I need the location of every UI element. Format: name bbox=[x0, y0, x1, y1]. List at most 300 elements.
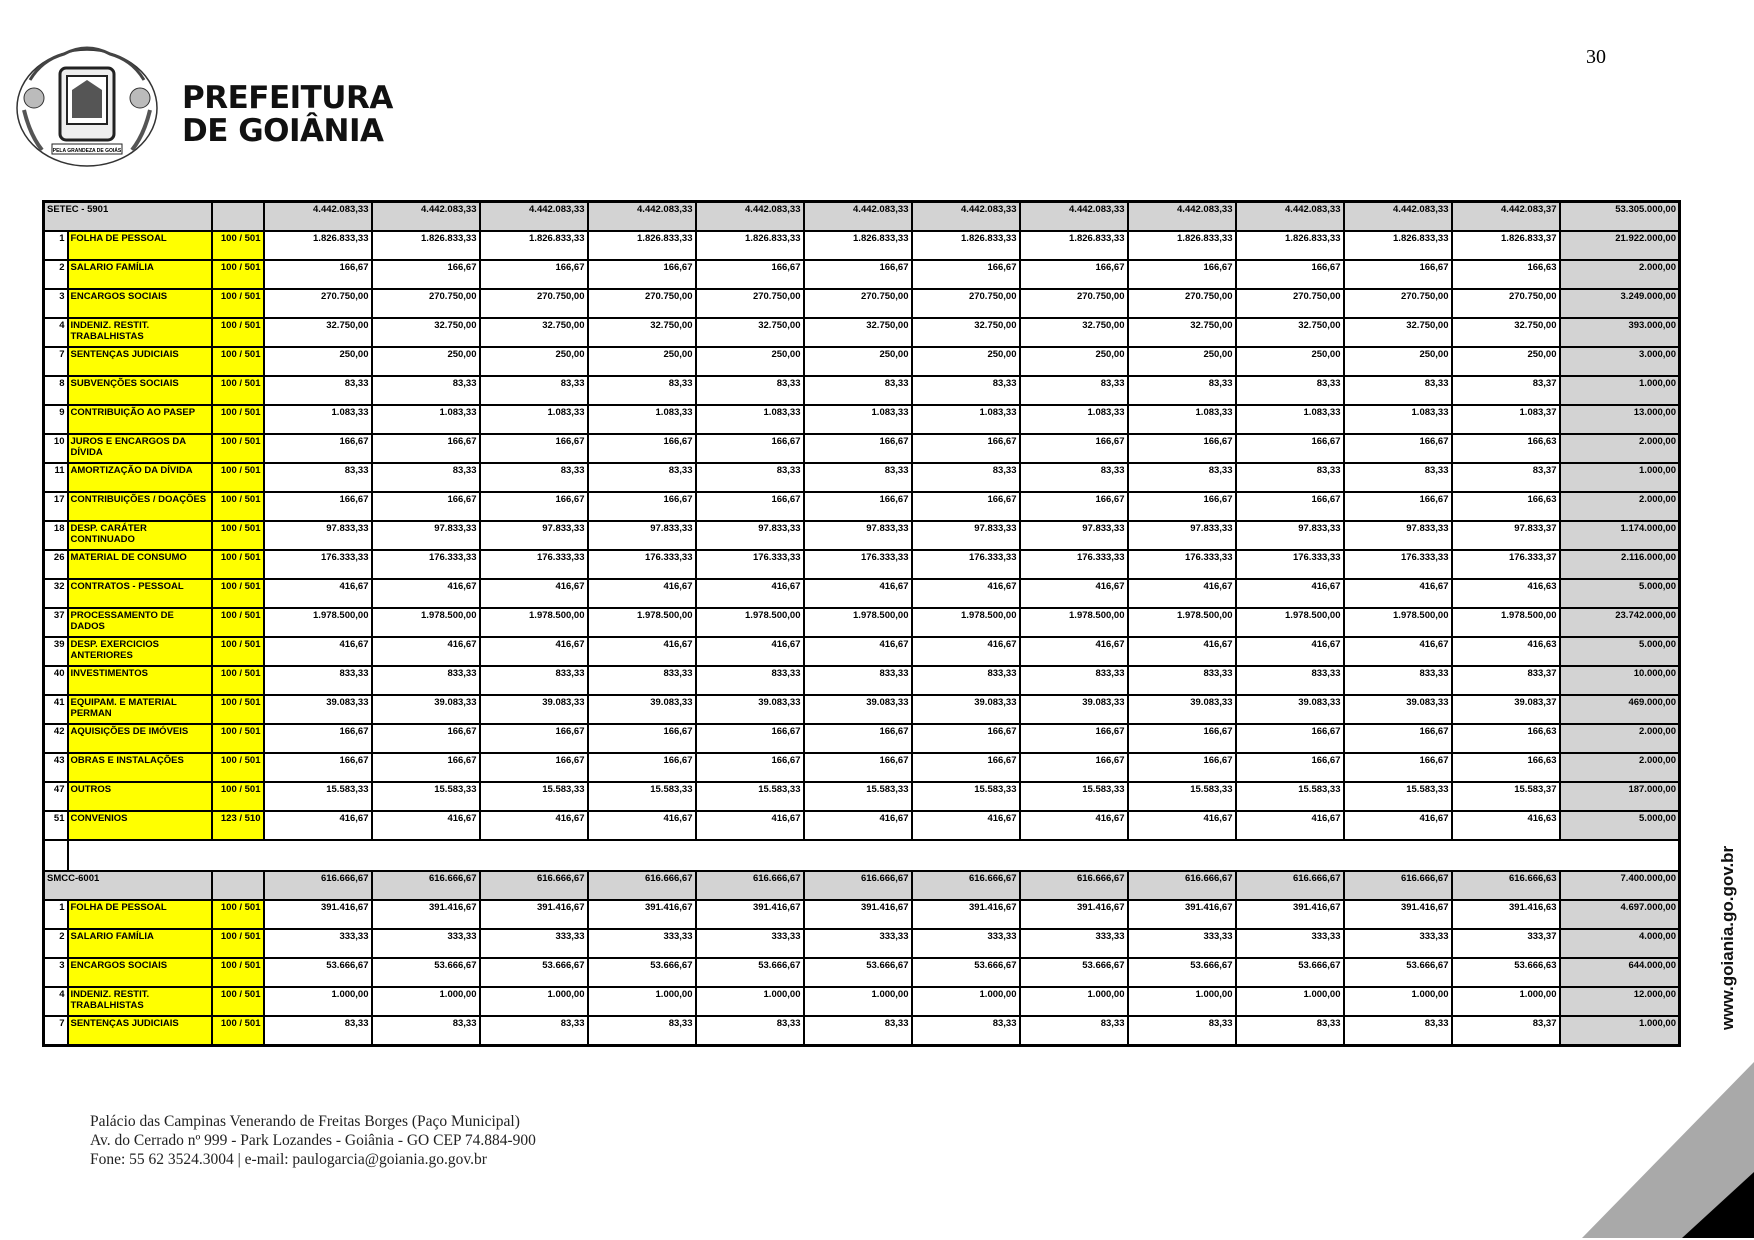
table-row bbox=[44, 900, 1680, 929]
table-row bbox=[44, 608, 1680, 637]
row-label: PROCESSAMENTO DE DADOS bbox=[68, 608, 212, 637]
table-row bbox=[44, 929, 1680, 958]
row-month-value: 1.083,33 bbox=[1236, 405, 1344, 434]
row-source: 100 / 501 bbox=[212, 521, 264, 550]
row-month-value: 270.750,00 bbox=[1128, 289, 1236, 318]
row-month-value: 166,67 bbox=[1128, 753, 1236, 782]
row-month-value: 53.666,67 bbox=[588, 958, 696, 987]
row-last-month-value: 83,37 bbox=[1452, 376, 1560, 405]
row-month-value: 1.978.500,00 bbox=[1236, 608, 1344, 637]
section-month-value: 616.666,67 bbox=[696, 871, 804, 900]
row-month-value: 416,67 bbox=[804, 637, 912, 666]
row-last-month-value: 83,37 bbox=[1452, 463, 1560, 492]
row-month-value: 83,33 bbox=[588, 376, 696, 405]
row-month-value: 166,67 bbox=[372, 724, 480, 753]
row-number: 11 bbox=[44, 463, 68, 492]
row-source: 100 / 501 bbox=[212, 958, 264, 987]
row-source: 100 / 501 bbox=[212, 666, 264, 695]
row-month-value: 166,67 bbox=[912, 724, 1020, 753]
row-number: 3 bbox=[44, 958, 68, 987]
row-month-value: 416,67 bbox=[1344, 579, 1452, 608]
row-month-value: 1.083,33 bbox=[1128, 405, 1236, 434]
row-month-value: 1.978.500,00 bbox=[696, 608, 804, 637]
row-month-value: 32.750,00 bbox=[264, 318, 372, 347]
table-row bbox=[44, 492, 1680, 521]
row-label: SALARIO FAMÍLIA bbox=[68, 260, 212, 289]
row-month-value: 83,33 bbox=[480, 463, 588, 492]
row-last-month-value: 166,63 bbox=[1452, 260, 1560, 289]
row-month-value: 32.750,00 bbox=[480, 318, 588, 347]
row-total: 469.000,00 bbox=[1560, 695, 1680, 724]
row-month-value: 166,67 bbox=[1128, 260, 1236, 289]
section-month-value: 616.666,67 bbox=[1020, 871, 1128, 900]
row-month-value: 1.083,33 bbox=[1344, 405, 1452, 434]
row-label: CONVENIOS bbox=[68, 811, 212, 840]
row-number: 1 bbox=[44, 231, 68, 260]
row-month-value: 391.416,67 bbox=[912, 900, 1020, 929]
section-month-value: 616.666,67 bbox=[804, 871, 912, 900]
row-month-value: 270.750,00 bbox=[1344, 289, 1452, 318]
row-total: 187.000,00 bbox=[1560, 782, 1680, 811]
row-month-value: 83,33 bbox=[1344, 1016, 1452, 1046]
row-total: 2.000,00 bbox=[1560, 260, 1680, 289]
row-last-month-value: 416,63 bbox=[1452, 811, 1560, 840]
row-month-value: 166,67 bbox=[588, 260, 696, 289]
row-number: 7 bbox=[44, 347, 68, 376]
row-month-value: 166,67 bbox=[1236, 753, 1344, 782]
table-row bbox=[44, 695, 1680, 724]
section-month-value: 4.442.083,33 bbox=[1344, 202, 1452, 232]
corner-decoration bbox=[1582, 1062, 1754, 1238]
row-month-value: 176.333,33 bbox=[480, 550, 588, 579]
row-month-value: 83,33 bbox=[372, 376, 480, 405]
row-number: 9 bbox=[44, 405, 68, 434]
row-month-value: 1.826.833,33 bbox=[480, 231, 588, 260]
table-row bbox=[44, 434, 1680, 463]
row-month-value: 166,67 bbox=[1020, 434, 1128, 463]
row-month-value: 1.000,00 bbox=[264, 987, 372, 1016]
row-month-value: 97.833,33 bbox=[372, 521, 480, 550]
row-month-value: 833,33 bbox=[264, 666, 372, 695]
table-row bbox=[44, 811, 1680, 840]
section-source-cell bbox=[212, 871, 264, 900]
row-number: 3 bbox=[44, 289, 68, 318]
row-month-value: 391.416,67 bbox=[1020, 900, 1128, 929]
row-month-value: 333,33 bbox=[372, 929, 480, 958]
row-label: CONTRIBUIÇÕES / DOAÇÕES bbox=[68, 492, 212, 521]
row-month-value: 333,33 bbox=[1236, 929, 1344, 958]
row-label: SUBVENÇÕES SOCIAIS bbox=[68, 376, 212, 405]
row-month-value: 83,33 bbox=[372, 1016, 480, 1046]
table-row bbox=[44, 347, 1680, 376]
row-month-value: 166,67 bbox=[264, 724, 372, 753]
row-month-value: 333,33 bbox=[1128, 929, 1236, 958]
row-month-value: 250,00 bbox=[1128, 347, 1236, 376]
row-last-month-value: 39.083,37 bbox=[1452, 695, 1560, 724]
row-month-value: 166,67 bbox=[588, 724, 696, 753]
section-month-value: 616.666,67 bbox=[480, 871, 588, 900]
row-month-value: 15.583,33 bbox=[804, 782, 912, 811]
row-month-value: 250,00 bbox=[588, 347, 696, 376]
row-last-month-value: 833,37 bbox=[1452, 666, 1560, 695]
row-label: DESP. EXERCICIOS ANTERIORES bbox=[68, 637, 212, 666]
row-month-value: 83,33 bbox=[1020, 463, 1128, 492]
row-month-value: 53.666,67 bbox=[912, 958, 1020, 987]
row-month-value: 1.000,00 bbox=[588, 987, 696, 1016]
section-month-value: 4.442.083,33 bbox=[1236, 202, 1344, 232]
row-month-value: 166,67 bbox=[912, 753, 1020, 782]
row-source: 100 / 501 bbox=[212, 900, 264, 929]
row-total: 2.000,00 bbox=[1560, 492, 1680, 521]
row-source: 100 / 501 bbox=[212, 987, 264, 1016]
row-total: 4.697.000,00 bbox=[1560, 900, 1680, 929]
row-total: 1.174.000,00 bbox=[1560, 521, 1680, 550]
row-number: 10 bbox=[44, 434, 68, 463]
row-source: 100 / 501 bbox=[212, 347, 264, 376]
table-row bbox=[44, 724, 1680, 753]
row-month-value: 97.833,33 bbox=[1236, 521, 1344, 550]
row-label: SENTENÇAS JUDICIAIS bbox=[68, 347, 212, 376]
row-label: ENCARGOS SOCIAIS bbox=[68, 958, 212, 987]
row-month-value: 39.083,33 bbox=[804, 695, 912, 724]
spacer-row bbox=[44, 840, 1680, 871]
row-month-value: 166,67 bbox=[264, 434, 372, 463]
row-month-value: 83,33 bbox=[264, 463, 372, 492]
row-month-value: 83,33 bbox=[804, 1016, 912, 1046]
row-month-value: 416,67 bbox=[588, 811, 696, 840]
row-month-value: 416,67 bbox=[696, 811, 804, 840]
row-last-month-value: 32.750,00 bbox=[1452, 318, 1560, 347]
row-number: 2 bbox=[44, 260, 68, 289]
row-month-value: 833,33 bbox=[588, 666, 696, 695]
row-month-value: 176.333,33 bbox=[1236, 550, 1344, 579]
row-month-value: 83,33 bbox=[1344, 376, 1452, 405]
table-row bbox=[44, 318, 1680, 347]
row-month-value: 166,67 bbox=[696, 260, 804, 289]
row-month-value: 97.833,33 bbox=[912, 521, 1020, 550]
row-month-value: 333,33 bbox=[696, 929, 804, 958]
row-month-value: 166,67 bbox=[480, 753, 588, 782]
row-last-month-value: 416,63 bbox=[1452, 579, 1560, 608]
row-month-value: 833,33 bbox=[1344, 666, 1452, 695]
section-month-value: 4.442.083,33 bbox=[264, 202, 372, 232]
row-month-value: 1.978.500,00 bbox=[372, 608, 480, 637]
row-label: FOLHA DE PESSOAL bbox=[68, 231, 212, 260]
table-row bbox=[44, 637, 1680, 666]
row-source: 100 / 501 bbox=[212, 753, 264, 782]
row-source: 100 / 501 bbox=[212, 231, 264, 260]
row-month-value: 250,00 bbox=[1020, 347, 1128, 376]
row-last-month-value: 333,37 bbox=[1452, 929, 1560, 958]
row-total: 393.000,00 bbox=[1560, 318, 1680, 347]
row-month-value: 1.826.833,33 bbox=[1236, 231, 1344, 260]
row-month-value: 250,00 bbox=[372, 347, 480, 376]
row-month-value: 416,67 bbox=[1020, 579, 1128, 608]
row-source: 100 / 501 bbox=[212, 318, 264, 347]
row-month-value: 1.826.833,33 bbox=[1344, 231, 1452, 260]
row-month-value: 1.826.833,33 bbox=[804, 231, 912, 260]
row-month-value: 32.750,00 bbox=[696, 318, 804, 347]
row-month-value: 83,33 bbox=[912, 463, 1020, 492]
row-month-value: 176.333,33 bbox=[912, 550, 1020, 579]
row-month-value: 416,67 bbox=[1128, 637, 1236, 666]
row-month-value: 1.826.833,33 bbox=[1128, 231, 1236, 260]
table-row bbox=[44, 289, 1680, 318]
row-month-value: 416,67 bbox=[264, 579, 372, 608]
coat-of-arms-logo bbox=[12, 40, 162, 170]
row-label: INVESTIMENTOS bbox=[68, 666, 212, 695]
row-month-value: 1.083,33 bbox=[480, 405, 588, 434]
row-number: 41 bbox=[44, 695, 68, 724]
row-month-value: 1.083,33 bbox=[372, 405, 480, 434]
row-last-month-value: 391.416,63 bbox=[1452, 900, 1560, 929]
row-source: 100 / 501 bbox=[212, 782, 264, 811]
row-month-value: 53.666,67 bbox=[1020, 958, 1128, 987]
row-month-value: 166,67 bbox=[1236, 434, 1344, 463]
row-month-value: 15.583,33 bbox=[1344, 782, 1452, 811]
row-month-value: 416,67 bbox=[264, 637, 372, 666]
row-month-value: 83,33 bbox=[588, 1016, 696, 1046]
row-month-value: 83,33 bbox=[588, 463, 696, 492]
row-month-value: 1.000,00 bbox=[1020, 987, 1128, 1016]
row-month-value: 270.750,00 bbox=[1236, 289, 1344, 318]
row-source: 100 / 501 bbox=[212, 289, 264, 318]
row-source: 123 / 510 bbox=[212, 811, 264, 840]
table-row bbox=[44, 958, 1680, 987]
row-total: 12.000,00 bbox=[1560, 987, 1680, 1016]
row-month-value: 39.083,33 bbox=[1236, 695, 1344, 724]
row-label: MATERIAL DE CONSUMO bbox=[68, 550, 212, 579]
svg-text:PELA GRANDEZA DE GOIÁS: PELA GRANDEZA DE GOIÁS bbox=[52, 148, 122, 154]
row-month-value: 1.978.500,00 bbox=[1020, 608, 1128, 637]
section-month-value: 4.442.083,33 bbox=[480, 202, 588, 232]
row-total: 3.249.000,00 bbox=[1560, 289, 1680, 318]
row-number: 47 bbox=[44, 782, 68, 811]
row-month-value: 833,33 bbox=[696, 666, 804, 695]
row-label: FOLHA DE PESSOAL bbox=[68, 900, 212, 929]
row-month-value: 166,67 bbox=[804, 434, 912, 463]
row-month-value: 83,33 bbox=[912, 1016, 1020, 1046]
row-label: CONTRIBUIÇÃO AO PASEP bbox=[68, 405, 212, 434]
row-month-value: 416,67 bbox=[1344, 637, 1452, 666]
section-name: SETEC - 5901 bbox=[44, 202, 212, 232]
row-source: 100 / 501 bbox=[212, 637, 264, 666]
row-month-value: 176.333,33 bbox=[588, 550, 696, 579]
row-month-value: 391.416,67 bbox=[264, 900, 372, 929]
row-label: SALARIO FAMÍLIA bbox=[68, 929, 212, 958]
row-month-value: 270.750,00 bbox=[804, 289, 912, 318]
row-month-value: 83,33 bbox=[1020, 1016, 1128, 1046]
row-total: 5.000,00 bbox=[1560, 811, 1680, 840]
row-month-value: 270.750,00 bbox=[264, 289, 372, 318]
row-month-value: 53.666,67 bbox=[1128, 958, 1236, 987]
row-month-value: 166,67 bbox=[264, 260, 372, 289]
row-last-month-value: 1.000,00 bbox=[1452, 987, 1560, 1016]
row-month-value: 166,67 bbox=[480, 492, 588, 521]
row-month-value: 416,67 bbox=[372, 579, 480, 608]
row-month-value: 176.333,33 bbox=[804, 550, 912, 579]
row-month-value: 53.666,67 bbox=[372, 958, 480, 987]
row-number: 2 bbox=[44, 929, 68, 958]
table-row bbox=[44, 753, 1680, 782]
footer-address bbox=[90, 1112, 536, 1169]
section-month-value: 616.666,63 bbox=[1452, 871, 1560, 900]
row-month-value: 53.666,67 bbox=[696, 958, 804, 987]
row-month-value: 166,67 bbox=[264, 492, 372, 521]
row-month-value: 83,33 bbox=[1236, 1016, 1344, 1046]
row-source: 100 / 501 bbox=[212, 405, 264, 434]
row-month-value: 250,00 bbox=[912, 347, 1020, 376]
row-month-value: 83,33 bbox=[264, 1016, 372, 1046]
row-month-value: 32.750,00 bbox=[1344, 318, 1452, 347]
row-month-value: 416,67 bbox=[696, 579, 804, 608]
row-total: 2.116.000,00 bbox=[1560, 550, 1680, 579]
row-label: CONTRATOS - PESSOAL bbox=[68, 579, 212, 608]
row-month-value: 166,67 bbox=[1344, 260, 1452, 289]
row-source: 100 / 501 bbox=[212, 929, 264, 958]
row-source: 100 / 501 bbox=[212, 376, 264, 405]
row-last-month-value: 1.826.833,37 bbox=[1452, 231, 1560, 260]
row-month-value: 39.083,33 bbox=[1128, 695, 1236, 724]
row-last-month-value: 83,37 bbox=[1452, 1016, 1560, 1046]
row-month-value: 416,67 bbox=[912, 579, 1020, 608]
row-month-value: 416,67 bbox=[588, 637, 696, 666]
section-month-value: 616.666,67 bbox=[1344, 871, 1452, 900]
table-row bbox=[44, 463, 1680, 492]
row-month-value: 833,33 bbox=[1020, 666, 1128, 695]
section-month-value: 616.666,67 bbox=[1236, 871, 1344, 900]
row-month-value: 416,67 bbox=[264, 811, 372, 840]
row-label: ENCARGOS SOCIAIS bbox=[68, 289, 212, 318]
row-month-value: 176.333,33 bbox=[1344, 550, 1452, 579]
row-last-month-value: 15.583,37 bbox=[1452, 782, 1560, 811]
row-total: 10.000,00 bbox=[1560, 666, 1680, 695]
row-source: 100 / 501 bbox=[212, 434, 264, 463]
row-month-value: 1.978.500,00 bbox=[804, 608, 912, 637]
row-month-value: 166,67 bbox=[1236, 260, 1344, 289]
row-month-value: 83,33 bbox=[480, 1016, 588, 1046]
row-month-value: 83,33 bbox=[1128, 376, 1236, 405]
row-month-value: 97.833,33 bbox=[480, 521, 588, 550]
row-month-value: 333,33 bbox=[264, 929, 372, 958]
row-month-value: 39.083,33 bbox=[1344, 695, 1452, 724]
brand-line-2: DE GOIÂNIA bbox=[182, 113, 384, 149]
row-month-value: 39.083,33 bbox=[264, 695, 372, 724]
brand-title bbox=[182, 82, 393, 148]
row-source: 100 / 501 bbox=[212, 463, 264, 492]
row-month-value: 1.826.833,33 bbox=[588, 231, 696, 260]
row-month-value: 250,00 bbox=[1344, 347, 1452, 376]
row-month-value: 1.978.500,00 bbox=[1344, 608, 1452, 637]
table-row bbox=[44, 231, 1680, 260]
row-label: EQUIPAM. E MATERIAL PERMAN bbox=[68, 695, 212, 724]
row-label: OUTROS bbox=[68, 782, 212, 811]
row-month-value: 32.750,00 bbox=[588, 318, 696, 347]
row-month-value: 97.833,33 bbox=[804, 521, 912, 550]
row-label: DESP. CARÁTER CONTINUADO bbox=[68, 521, 212, 550]
row-last-month-value: 1.978.500,00 bbox=[1452, 608, 1560, 637]
row-month-value: 83,33 bbox=[696, 463, 804, 492]
row-label: INDENIZ. RESTIT. TRABALHISTAS bbox=[68, 987, 212, 1016]
row-month-value: 416,67 bbox=[912, 637, 1020, 666]
row-month-value: 166,67 bbox=[1020, 492, 1128, 521]
row-month-value: 1.000,00 bbox=[1128, 987, 1236, 1016]
row-month-value: 166,67 bbox=[372, 260, 480, 289]
row-month-value: 166,67 bbox=[588, 753, 696, 782]
row-month-value: 416,67 bbox=[912, 811, 1020, 840]
row-last-month-value: 166,63 bbox=[1452, 434, 1560, 463]
row-month-value: 1.000,00 bbox=[804, 987, 912, 1016]
section-header-row bbox=[44, 202, 1680, 232]
row-month-value: 83,33 bbox=[1236, 376, 1344, 405]
row-month-value: 416,67 bbox=[804, 811, 912, 840]
row-month-value: 15.583,33 bbox=[1020, 782, 1128, 811]
spacer-cell bbox=[68, 840, 1680, 871]
row-month-value: 166,67 bbox=[804, 492, 912, 521]
row-month-value: 391.416,67 bbox=[696, 900, 804, 929]
row-month-value: 83,33 bbox=[1020, 376, 1128, 405]
row-month-value: 1.083,33 bbox=[1020, 405, 1128, 434]
row-month-value: 1.000,00 bbox=[912, 987, 1020, 1016]
row-month-value: 270.750,00 bbox=[1020, 289, 1128, 318]
row-month-value: 270.750,00 bbox=[372, 289, 480, 318]
row-label: AMORTIZAÇÃO DA DÍVIDA bbox=[68, 463, 212, 492]
row-month-value: 270.750,00 bbox=[912, 289, 1020, 318]
row-month-value: 32.750,00 bbox=[1128, 318, 1236, 347]
section-month-value: 4.442.083,33 bbox=[372, 202, 480, 232]
row-total: 644.000,00 bbox=[1560, 958, 1680, 987]
row-month-value: 83,33 bbox=[1128, 463, 1236, 492]
row-month-value: 391.416,67 bbox=[1128, 900, 1236, 929]
table-row bbox=[44, 550, 1680, 579]
row-month-value: 333,33 bbox=[912, 929, 1020, 958]
row-month-value: 83,33 bbox=[912, 376, 1020, 405]
row-month-value: 166,67 bbox=[1128, 434, 1236, 463]
row-month-value: 15.583,33 bbox=[480, 782, 588, 811]
row-source: 100 / 501 bbox=[212, 724, 264, 753]
row-number: 8 bbox=[44, 376, 68, 405]
row-month-value: 97.833,33 bbox=[588, 521, 696, 550]
row-month-value: 833,33 bbox=[804, 666, 912, 695]
row-month-value: 416,67 bbox=[1020, 811, 1128, 840]
row-source: 100 / 501 bbox=[212, 1016, 264, 1046]
row-source: 100 / 501 bbox=[212, 695, 264, 724]
row-number: 37 bbox=[44, 608, 68, 637]
section-month-value: 4.442.083,33 bbox=[588, 202, 696, 232]
row-month-value: 39.083,33 bbox=[1020, 695, 1128, 724]
row-month-value: 1.083,33 bbox=[912, 405, 1020, 434]
row-month-value: 166,67 bbox=[1020, 753, 1128, 782]
row-month-value: 416,67 bbox=[1236, 579, 1344, 608]
table-row bbox=[44, 260, 1680, 289]
row-number: 18 bbox=[44, 521, 68, 550]
row-month-value: 1.083,33 bbox=[588, 405, 696, 434]
row-month-value: 166,67 bbox=[912, 434, 1020, 463]
row-month-value: 416,67 bbox=[696, 637, 804, 666]
budget-table bbox=[42, 200, 1681, 1047]
row-month-value: 1.000,00 bbox=[1236, 987, 1344, 1016]
row-month-value: 166,67 bbox=[480, 434, 588, 463]
row-number: 40 bbox=[44, 666, 68, 695]
row-month-value: 15.583,33 bbox=[912, 782, 1020, 811]
row-month-value: 166,67 bbox=[1128, 724, 1236, 753]
section-total: 7.400.000,00 bbox=[1560, 871, 1680, 900]
row-month-value: 166,67 bbox=[1128, 492, 1236, 521]
section-month-value: 616.666,67 bbox=[264, 871, 372, 900]
row-month-value: 83,33 bbox=[1128, 1016, 1236, 1046]
row-month-value: 1.000,00 bbox=[696, 987, 804, 1016]
row-month-value: 416,67 bbox=[1236, 811, 1344, 840]
